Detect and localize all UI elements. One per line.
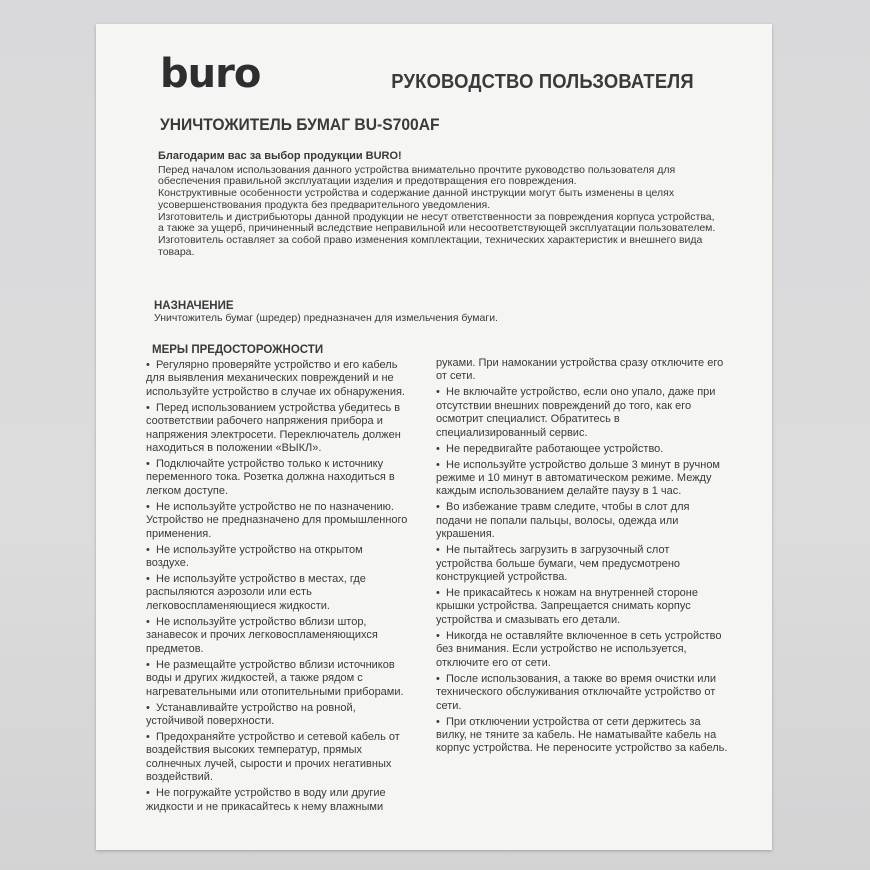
brand-logo: buro bbox=[160, 51, 261, 97]
product-title: УНИЧТОЖИТЕЛЬ БУМАГ BU-S700AF bbox=[160, 115, 440, 134]
list-item: • Не используйте устройство вблизи штор, занавесок и прочих легковоспламеняющихся предметов. bbox=[146, 615, 378, 655]
document-title: РУКОВОДСТВО ПОЛЬЗОВАТЕЛЯ bbox=[391, 71, 694, 93]
purpose-section bbox=[154, 300, 714, 324]
list-item-continuation: руками. При намокании устройства сразу отключите его от сети. bbox=[436, 357, 724, 383]
list-item: • Не используйте устройство не по назначению. Устройство не предназначено для промышленного применения. bbox=[146, 500, 408, 540]
intro-paragraph: Изготовитель и дистрибьюторы данной продукции не несут ответственности за повреждения корпуса устройства, а также за ущерб, причиненный вследствие неправильной или несоответствующей эксплуатации пользователем. bbox=[158, 210, 716, 235]
list-item: • Не используйте устройство на открытом воздухе. bbox=[146, 543, 363, 570]
list-item: • Регулярно проверяйте устройство и его кабель для выявления механических повреждений и не используйте устройство в случае их обнаружения. bbox=[146, 359, 405, 398]
list-item: • Не размещайте устройство вблизи источников воды и других жидкостей, а также рядом с нагревательными или отопительными приборами. bbox=[146, 658, 404, 698]
list-item: • Подключайте устройство только к источнику переменного тока. Розетка должна находиться в легком доступе. bbox=[146, 458, 395, 497]
list-item: • Никогда не оставляйте включенное в сеть устройство без внимания. Если устройство не используется, отключите его от сети. bbox=[436, 629, 722, 669]
list-item: • Перед использованием устройства убедитесь в соответствии рабочего напряжения прибора и напряжения электросети. Переключатель должен находиться в положении «ВЫКЛ». bbox=[146, 401, 401, 455]
list-item: • Предохраняйте устройство и сетевой кабель от воздействия высоких температур, прямых солнечных лучей, сырости и прочих негативных воздействий. bbox=[146, 730, 400, 784]
list-item: • Не пытайтесь загрузить в загрузочный слот устройства больше бумаги, чем предусмотрено конструкцией устройства. bbox=[436, 544, 681, 584]
intro-section bbox=[158, 151, 718, 258]
list-item: • Устанавливайте устройство на ровной, устойчивой поверхности. bbox=[146, 701, 356, 727]
intro-paragraph: Перед началом использования данного устройства внимательно прочтите руководство пользователя для обеспечения правильной эксплуатации изделия и предотвращения его повреждения. bbox=[158, 163, 676, 188]
manual-page bbox=[96, 24, 772, 850]
list-item: • После использования, а также во время очистки или технического обслуживания отключайте устройство от сети. bbox=[436, 672, 717, 712]
list-item: • При отключении устройства от сети держитесь за вилку, не тяните за кабель. Не наматывайте кабель на корпус устройства. Не переносите устройство за кабель. bbox=[436, 715, 728, 755]
list-item: • Не погружайте устройство в воду или другие жидкости и не прикасайтесь к нему влажными bbox=[146, 787, 386, 813]
purpose-text: Уничтожитель бумаг (шредер) предназначен для измельчения бумаги. bbox=[154, 312, 498, 324]
list-item: • Во избежание травм следите, чтобы в слот для подачи не попали пальцы, волосы, одежда или украшения. bbox=[436, 501, 690, 541]
purpose-heading: НАЗНАЧЕНИЕ bbox=[154, 300, 234, 312]
precautions-heading: МЕРЫ ПРЕДОСТОРОЖНОСТИ bbox=[152, 344, 324, 356]
list-item: • Не используйте устройство дольше 3 минут в ручном режиме и 10 минут в автоматическом режиме. Между каждым использованием делайте паузу в 1 час. bbox=[436, 458, 720, 498]
intro-paragraph: Изготовитель оставляет за собой право изменения комплектации, технических характеристик и внешнего вида товара. bbox=[158, 233, 703, 258]
list-item: • Не используйте устройство в местах, где распыляются аэрозоли или есть легковоспламеняющиеся жидкости. bbox=[146, 573, 366, 612]
list-item: • Не передвигайте работающее устройство. bbox=[436, 442, 664, 455]
list-item: • Не прикасайтесь к ножам на внутренней стороне крышки устройства. Запрещается снимать корпус устройства и смазывать его детали. bbox=[436, 587, 698, 626]
intro-thanks: Благодарим вас за выбор продукции BURO! bbox=[158, 150, 402, 162]
precautions-right-column bbox=[436, 357, 728, 758]
intro-paragraph: Конструктивные особенности устройства и содержание данной инструкции могут быть изменены в целях усовершенствования продукта без предварительного уведомления. bbox=[158, 187, 675, 211]
list-item: • Не включайте устройство, если оно упало, даже при отсутствии внешних повреждений до того, как его осмотрит специалист. Обратитесь в специализированный сервис. bbox=[436, 386, 716, 439]
precautions-left-column bbox=[146, 359, 408, 817]
